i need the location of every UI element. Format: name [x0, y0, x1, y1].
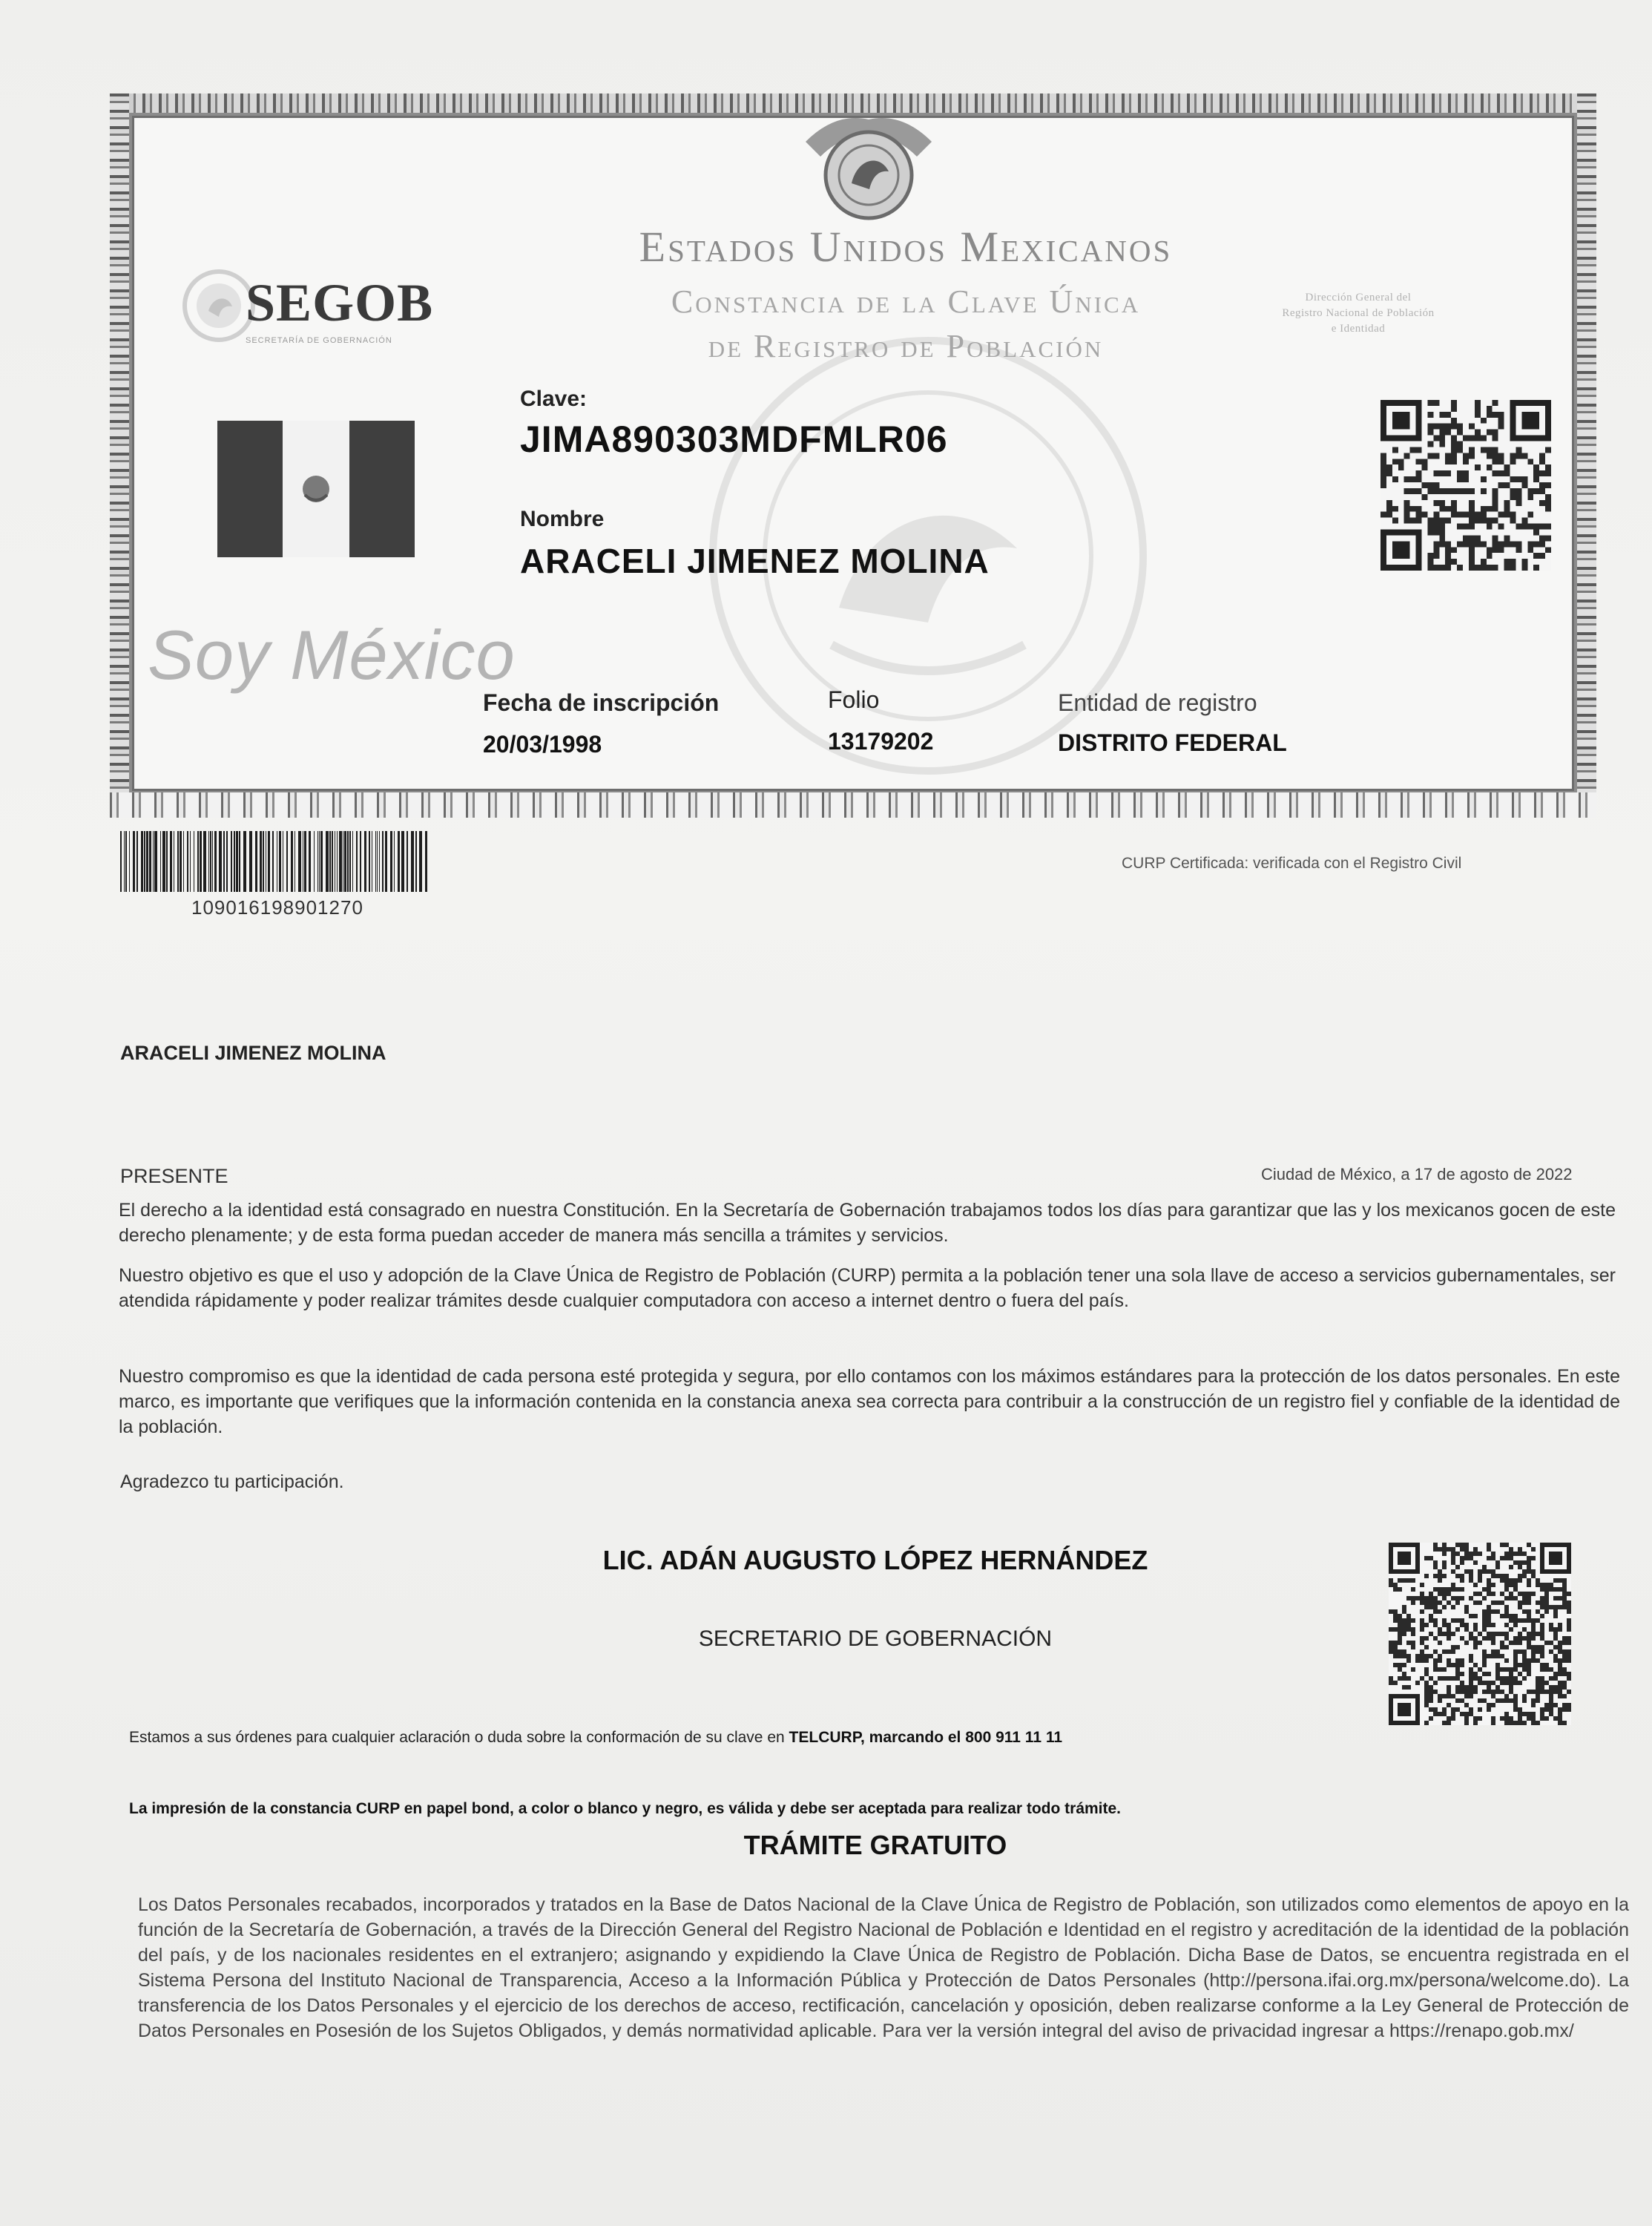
qr-code-icon	[1380, 400, 1551, 571]
place-and-date: Ciudad de México, a 17 de agosto de 2022	[1261, 1165, 1573, 1183]
segob-seal-icon	[182, 265, 256, 347]
frame-stripe-right	[1577, 93, 1596, 813]
letter-thanks: Agradezco tu participación.	[120, 1471, 344, 1492]
nombre-value: ARACELI JIMENEZ MOLINA	[520, 542, 990, 580]
renapo-line: e Identidad	[1331, 323, 1386, 335]
title-constancia: Constancia de la Clave Única	[671, 283, 1141, 320]
soy-mexico-watermark: Soy México	[148, 616, 516, 694]
entidad-registro-value: DISTRITO FEDERAL	[1058, 729, 1287, 756]
privacy-notice: Los Datos Personales recabados, incorporados y tratados en la Base de Datos Nacional de la Clave Única de Registro de Población, son utilizados como elementos de apoyo en la función de la Secretaría de Gobernación, a través de la Dirección General del Registro Nacional de Población e Identidad en el registro y acreditación de la identidad de la población del país, y de los nacionales residentes en el extranjero; asignando y expidiendo la Clave Única de Registro de Población. Dicha Base de Datos, se encuentra registrada en el Sistema Persona del Instituto Nacional de Transparencia, Acceso a la Información Pública y Protección de Datos Personales (http://persona.ifai.org.mx/persona/welcome.do). La transferencia de los Datos Personales y el ejercicio de los derechos de acceso, rectificación, cancelación y oposición, deben realizarse conforme a la Ley General de Protección de Datos Personales en Posesión de los Sujetos Obligados, y demás normatividad aplicable. Para ver la versión integral del aviso de privacidad ingresar a https://renapo.gob.mx/	[138, 1894, 1629, 2041]
segob-logo-text: SEGOB	[246, 273, 434, 332]
curp-certificada-note: CURP Certificada: verificada con el Registro Civil	[1122, 855, 1462, 872]
frame-stripe-under	[110, 792, 1596, 818]
letter-paragraph-2: Nuestro objetivo es que el uso y adopción de la Clave Única de Registro de Población (CURP) permita a la población tener una sola llave de acceso a servicios gubernamentales, ser atendida rápidamente y poder realizar trámites desde cualquier computadora con acceso a internet dentro o fuera del país.	[119, 1265, 1616, 1311]
letter-paragraph-1: El derecho a la identidad está consagrado en nuestra Constitución. En la Secretaría de Gobernación trabajamos todos los días para garantizar que las y los mexicanos gocen de este derecho plenamente; y de esta forma puedan acceder de manera más sencilla a trámites y servicios.	[119, 1200, 1616, 1246]
nombre-label: Nombre	[520, 507, 605, 531]
renapo-line: Registro Nacional de Población	[1282, 307, 1435, 319]
presente-label: PRESENTE	[120, 1165, 228, 1187]
segob-subtext: SECRETARÍA DE GOBERNACIÓN	[246, 336, 392, 345]
folio-label: Folio	[828, 686, 880, 713]
fecha-inscripcion-label: Fecha de inscripción	[483, 689, 720, 716]
entidad-registro-label: Entidad de registro	[1058, 689, 1257, 716]
contact-note	[129, 1729, 1062, 1747]
frame-stripe-top	[110, 93, 1596, 113]
signer-title: SECRETARIO DE GOBERNACIÓN	[698, 1626, 1053, 1651]
validity-note: La impresión de la constancia CURP en papel bond, a color o blanco y negro, es válida y debe ser aceptada para realizar todo trámite.	[129, 1800, 1122, 1817]
mexican-coat-of-arms-icon	[806, 112, 932, 223]
title-registro-poblacion: de Registro de Población	[708, 328, 1104, 364]
clave-label: Clave:	[520, 387, 588, 411]
mexican-flag-icon	[217, 421, 415, 557]
contact-telcurp: TELCURP, marcando el 800 911 11 11	[789, 1729, 1063, 1746]
contact-prefix: Estamos a sus órdenes para cualquier aclaración o duda sobre la conformación de su clave en	[129, 1729, 789, 1746]
barcode-icon	[120, 831, 432, 892]
title-estados-unidos-mexicanos: Estados Unidos Mexicanos	[639, 223, 1173, 271]
renapo-line: Dirección General del	[1305, 292, 1412, 303]
fecha-inscripcion-value: 20/03/1998	[483, 731, 602, 758]
letter-paragraph-3: Nuestro compromiso es que la identidad de cada persona esté protegida y segura, por ello contamos con los máximos estándares para la protección de los datos personales. En este marco, es importante que verifiques que la información contenida en la constancia anexa sea correcta para contribuir a la construcción de un registro fiel y confiable de la identidad de la población.	[119, 1366, 1620, 1437]
barcode-number: 109016198901270	[191, 896, 363, 919]
certificate-inner	[132, 116, 1574, 791]
tramite-gratuito: TRÁMITE GRATUITO	[743, 1830, 1007, 1860]
signer-name: LIC. ADÁN AUGUSTO LÓPEZ HERNÁNDEZ	[602, 1545, 1148, 1575]
frame-stripe-left	[110, 93, 129, 813]
qr-code-icon	[1389, 1540, 1571, 1727]
clave-value: JIMA890303MDFMLR06	[520, 418, 948, 460]
renapo-text	[1202, 290, 1514, 337]
addressee-name: ARACELI JIMENEZ MOLINA	[120, 1042, 386, 1064]
curp-certificate	[110, 93, 1596, 813]
folio-value: 13179202	[828, 728, 934, 755]
